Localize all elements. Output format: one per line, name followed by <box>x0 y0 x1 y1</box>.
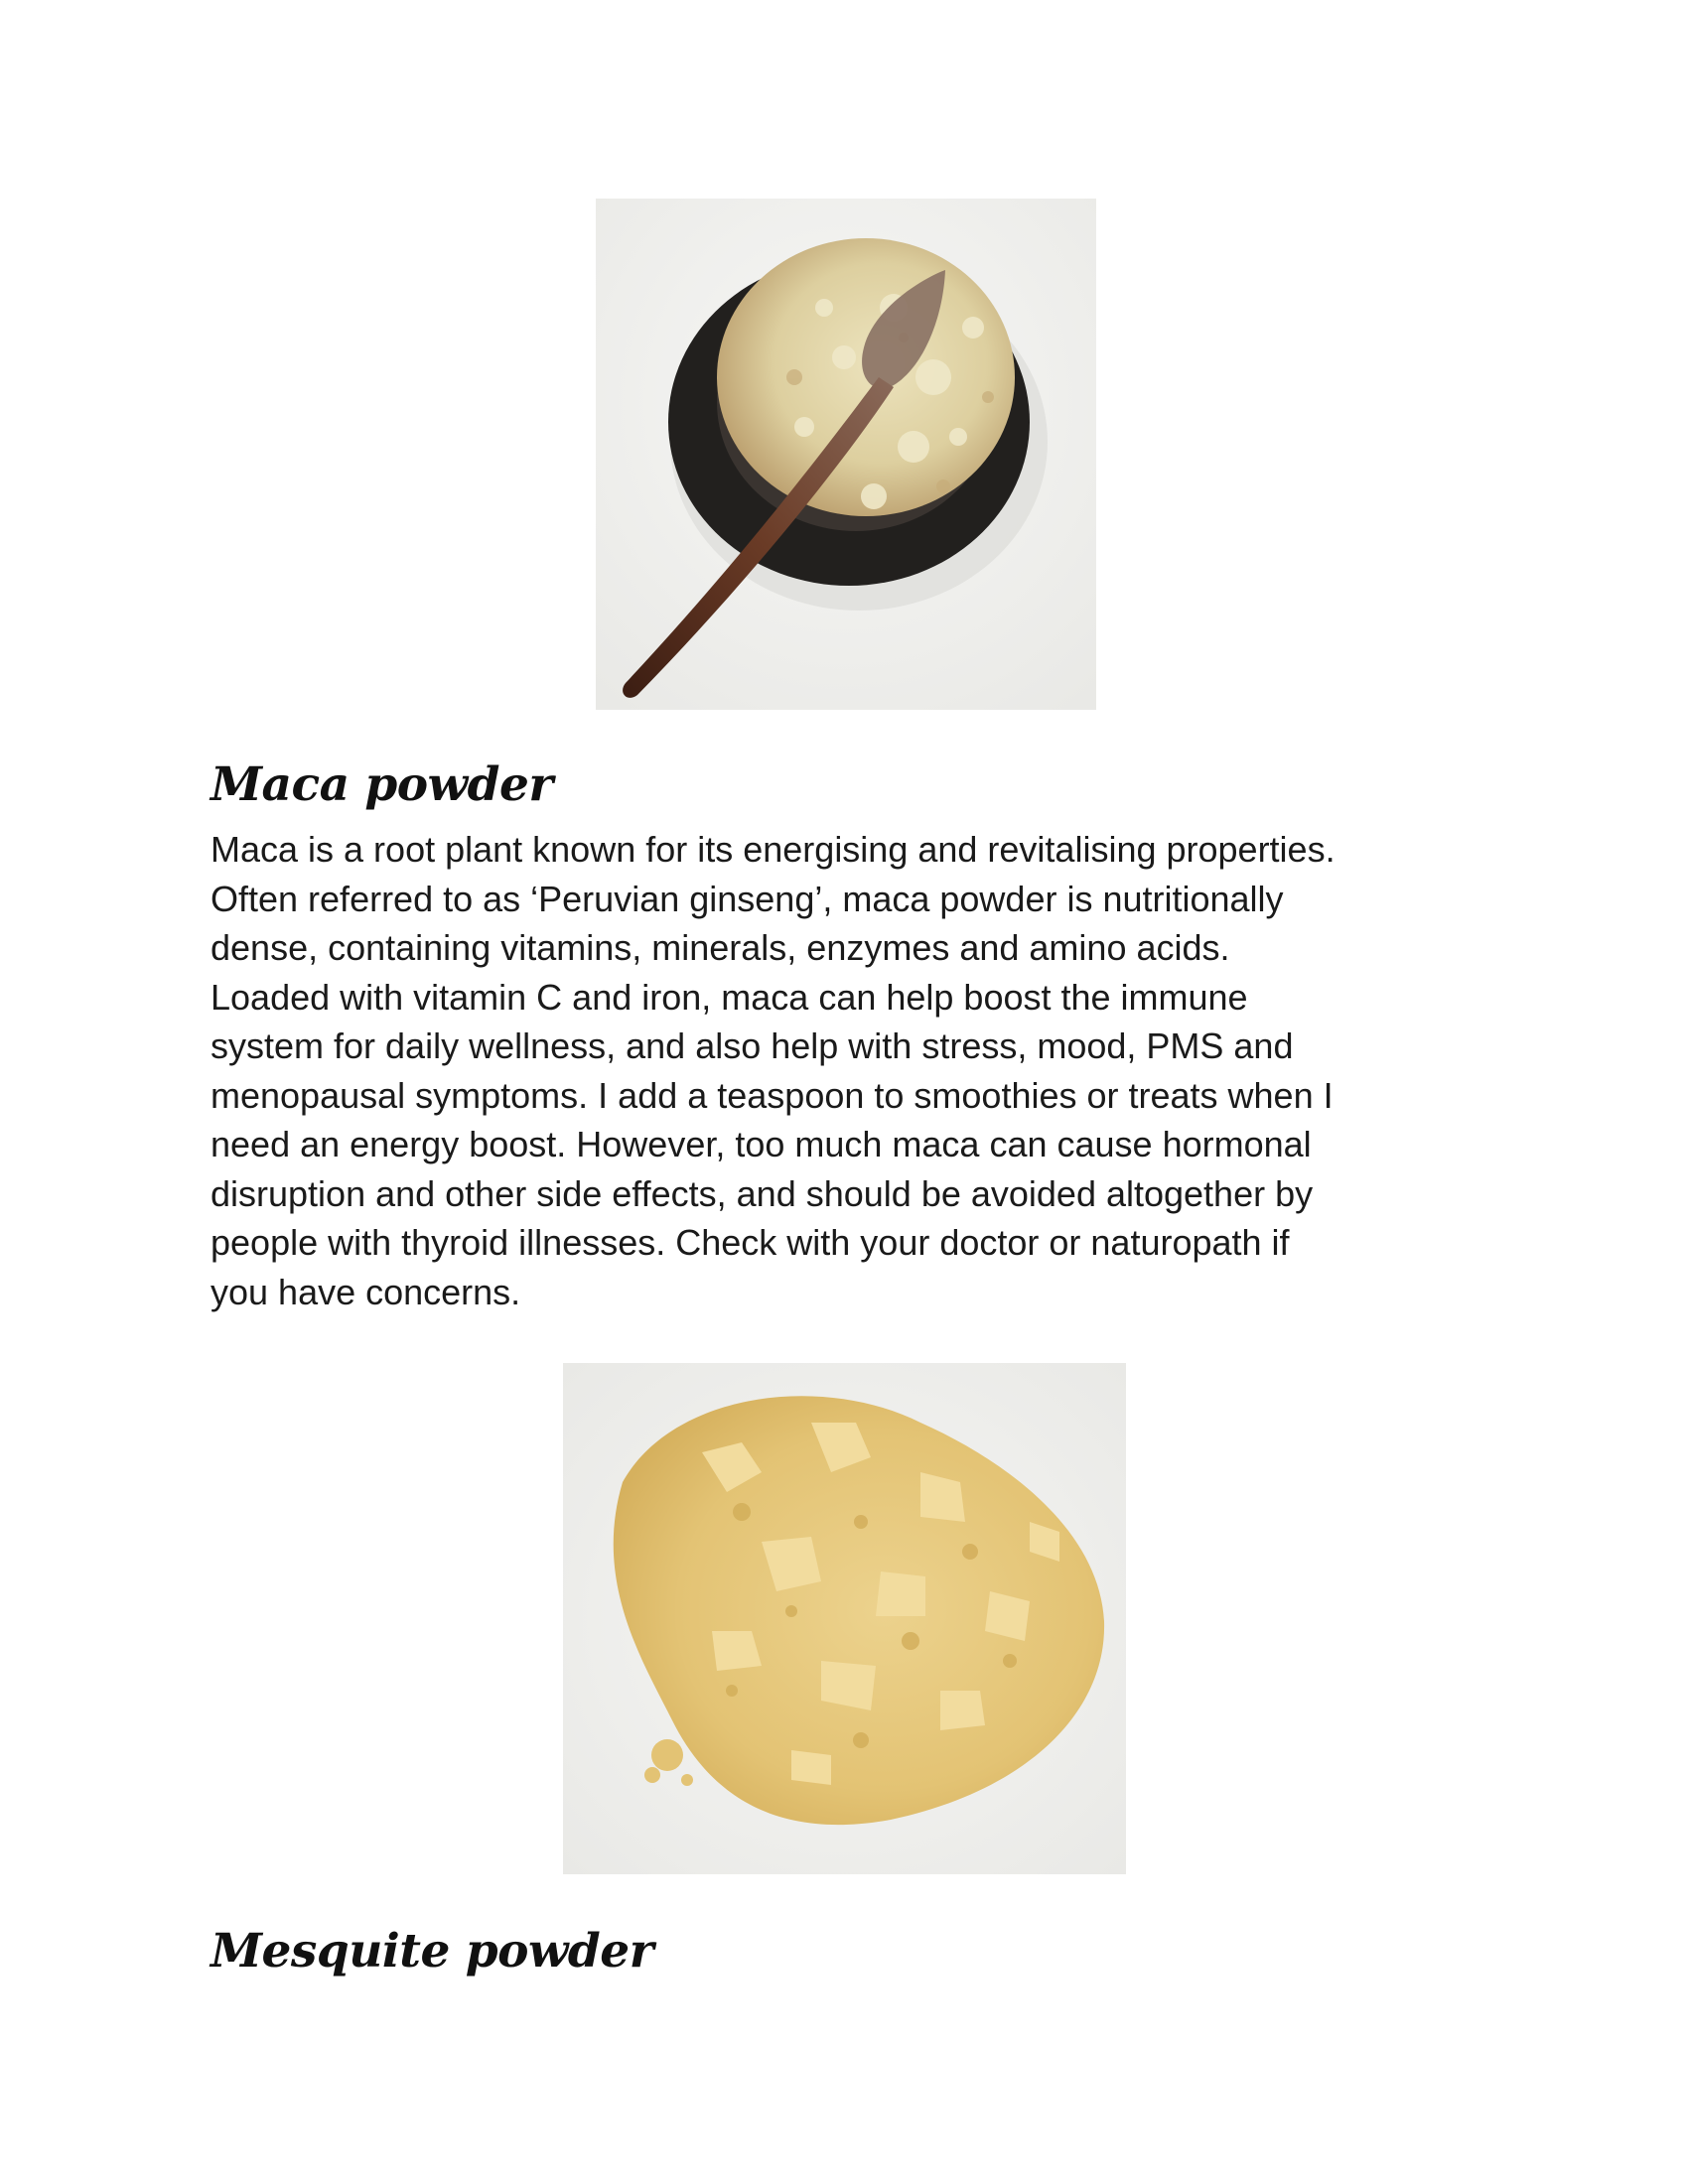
description-line: menopausal symptoms. I add a teaspoon to smoothies or treats when I <box>211 1074 1334 1116</box>
description-line: you have concerns. <box>211 1271 521 1312</box>
description-line: system for daily wellness, and also help with stress, mood, PMS and <box>211 1025 1294 1066</box>
maca-bowl-illustration <box>596 199 1096 710</box>
mesquite-powder-heading: Mesquite powder <box>211 1924 653 1979</box>
mesquite-powder-photo <box>563 1363 1126 1874</box>
description-line: people with thyroid illnesses. Check with your doctor or naturopath if <box>211 1222 1290 1263</box>
description-line: need an energy boost. However, too much maca can cause hormonal <box>211 1124 1312 1164</box>
maca-powder-heading: Maca powder <box>211 757 553 812</box>
description-line: Often referred to as ‘Peruvian ginseng’, maca powder is nutritionally <box>211 878 1284 919</box>
description-line: disruption and other side effects, and should be avoided altogether by <box>211 1172 1314 1214</box>
maca-powder-photo <box>596 199 1096 710</box>
description-line: dense, containing vitamins, minerals, enzymes and amino acids. <box>211 927 1230 968</box>
mesquite-pile-illustration <box>563 1363 1126 1874</box>
description-line: Loaded with vitamin C and iron, maca can help boost the immune <box>211 976 1248 1018</box>
description-line: Maca is a root plant known for its energising and revitalising properties. <box>211 829 1336 870</box>
maca-powder-description <box>211 825 1501 1316</box>
